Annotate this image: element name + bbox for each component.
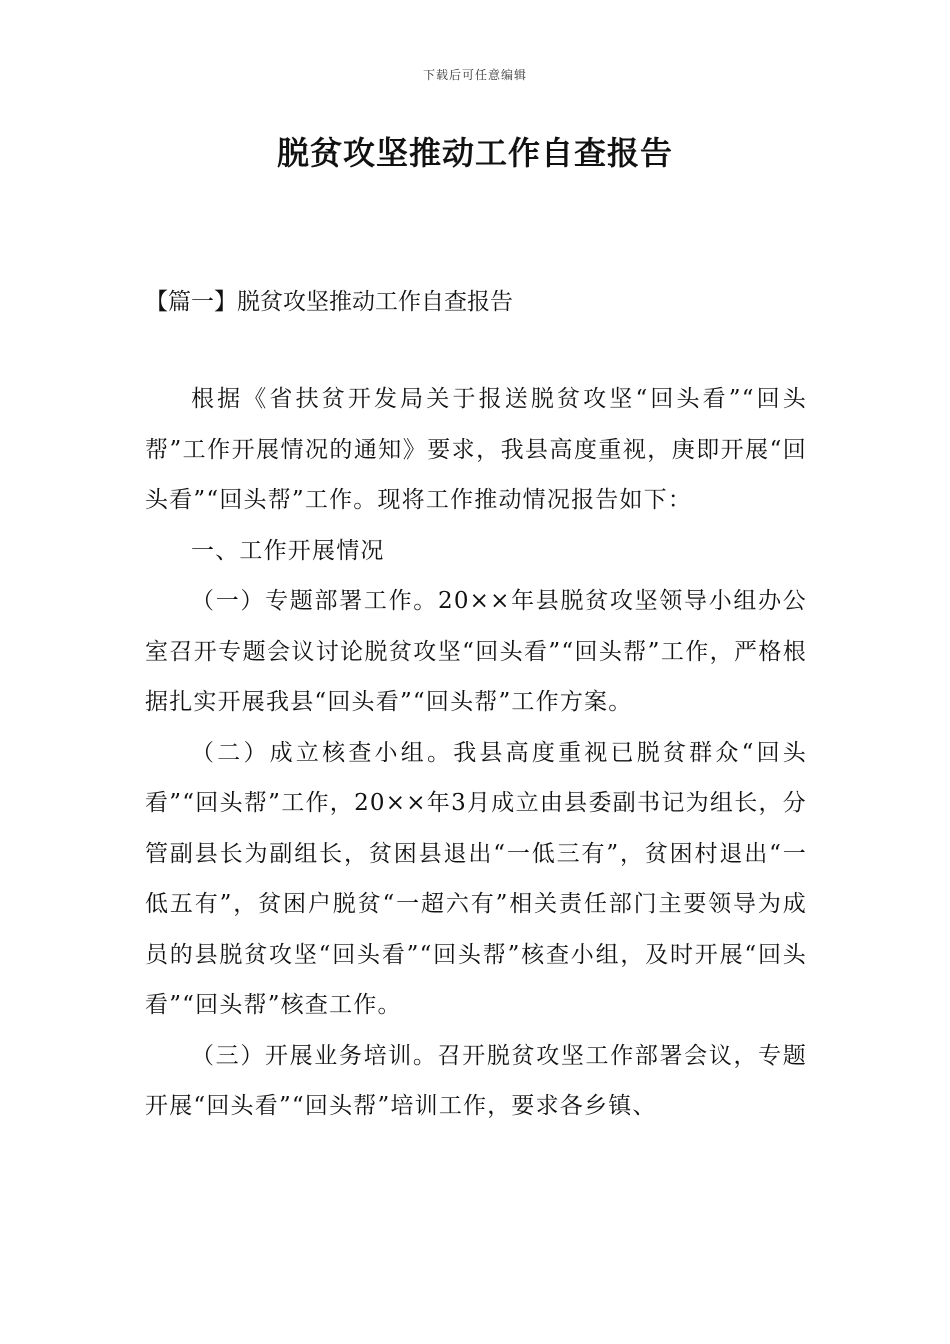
paragraph-item-3: （三）开展业务培训。召开脱贫攻坚工作部署会议，专题开展“回头看”“回头帮”培训工作，要求各乡镇、	[145, 1042, 807, 1119]
paragraph-intro: 根据《省扶贫开发局关于报送脱贫攻坚“回头看”“回头帮”工作开展情况的通知》要求，我县高度重视，庚即开展“回头看”“回头帮”工作。现将工作推动情况报告如下：	[145, 386, 807, 513]
paragraph-item-2: （二）成立核查小组。我县高度重视已脱贫群众“回头看”“回头帮”工作，20××年3月成立由县委副书记为组长，分管副县长为副组长，贫困县退出“一低三有”，贫困村退出“一低五有”，贫困户脱贫“一超六有”相关责任部门主要领导为成员的县脱贫攻坚“回头看”“回头帮”核查小组，及时开展“回头看”“回头帮”核查工作。	[145, 739, 807, 1018]
section-heading: 【篇一】脱贫攻坚推动工作自查报告	[145, 289, 513, 315]
document-title: 脱贫攻坚推动工作自查报告	[276, 134, 673, 172]
paragraph-item-1: （一）专题部署工作。20××年县脱贫攻坚领导小组办公室召开专题会议讨论脱贫攻坚“回头看”“回头帮”工作，严格根据扎实开展我县“回头看”“回头帮”工作方案。	[145, 588, 807, 715]
header-note: 下载后可任意编辑	[422, 68, 527, 82]
body-text	[145, 374, 807, 1132]
paragraph-heading-1: 一、工作开展情况	[191, 537, 385, 564]
